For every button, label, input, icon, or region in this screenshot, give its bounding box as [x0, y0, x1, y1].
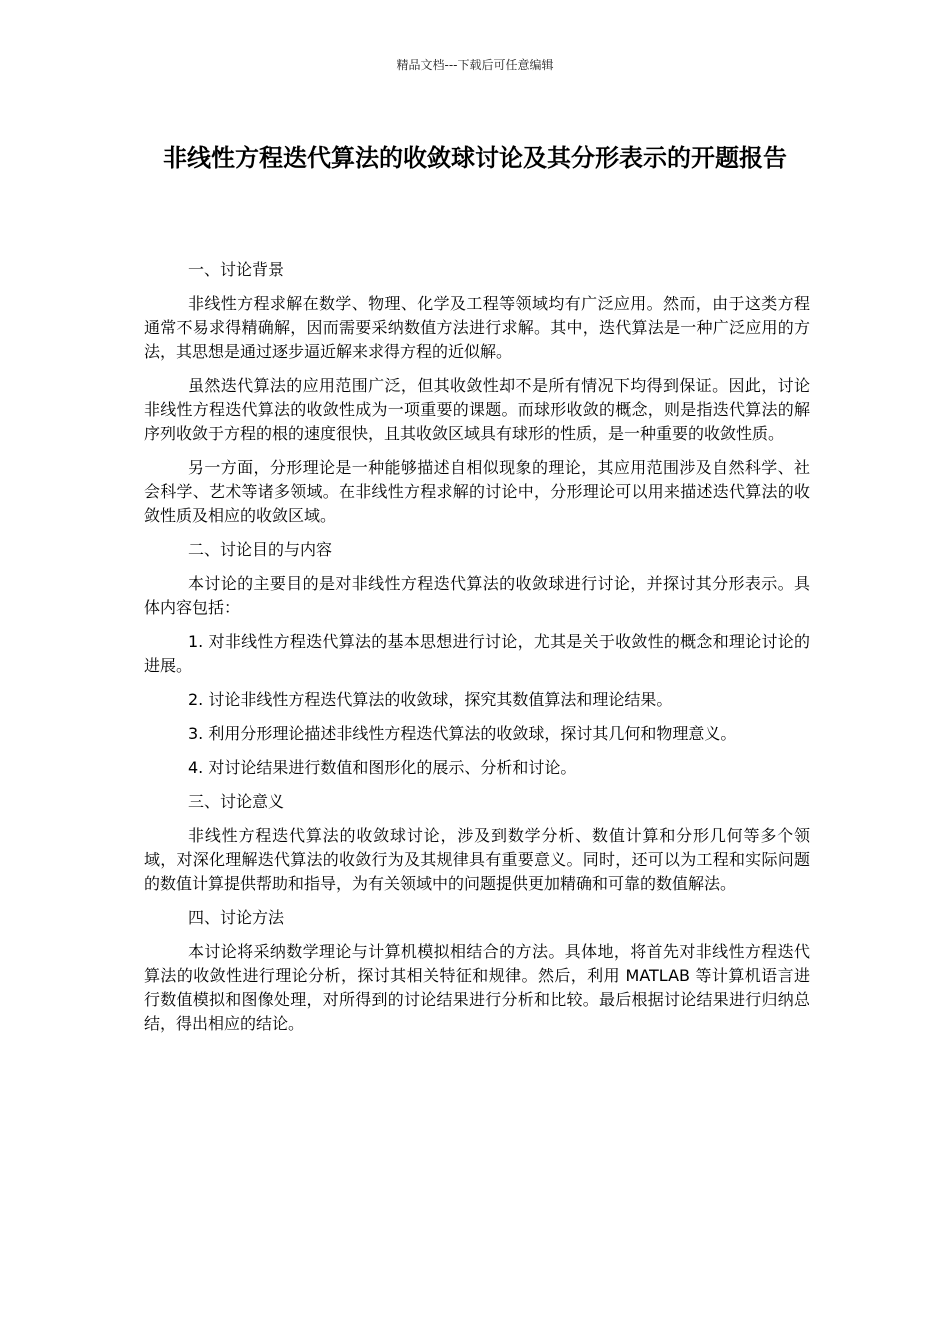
- document-title: 非线性方程迭代算法的收敛球讨论及其分形表示的开题报告: [163, 144, 787, 172]
- list-item: 1. 对非线性方程迭代算法的基本思想进行讨论，尤其是关于收敛性的概念和理论讨论的进展。: [144, 632, 810, 675]
- section-heading-significance: 三、讨论意义: [188, 792, 285, 811]
- list-item: 3. 利用分形理论描述非线性方程迭代算法的收敛球，探讨其几何和物理意义。: [188, 724, 737, 743]
- section-heading-background: 一、讨论背景: [188, 260, 285, 279]
- section-heading-purpose: 二、讨论目的与内容: [188, 540, 333, 559]
- paragraph: 非线性方程迭代算法的收敛球讨论，涉及到数学分析、数值计算和分形几何等多个领域，对深化理解迭代算法的收敛行为及其规律具有重要意义。同时，还可以为工程和实际问题的数值计算提供帮助和指导，为有关领域中的问题提供更加精确和可靠的数值解法。: [144, 826, 810, 893]
- paragraph: 另一方面，分形理论是一种能够描述自相似现象的理论，其应用范围涉及自然科学、社会科学、艺术等诸多领域。在非线性方程求解的讨论中，分形理论可以用来描述迭代算法的收敛性质及相应的收敛区域。: [144, 458, 810, 525]
- paragraph: 非线性方程求解在数学、物理、化学及工程等领域均有广泛应用。然而，由于这类方程通常不易求得精确解，因而需要采纳数值方法进行求解。其中，迭代算法是一种广泛应用的方法，其思想是通过逐步逼近解来求得方程的近似解。: [144, 294, 810, 361]
- paragraph: 本讨论的主要目的是对非线性方程迭代算法的收敛球进行讨论，并探讨其分形表示。具体内容包括：: [144, 574, 810, 617]
- document-body: [144, 258, 810, 1046]
- paragraph: 本讨论将采纳数学理论与计算机模拟相结合的方法。具体地，将首先对非线性方程迭代算法的收敛性进行理论分析，探讨其相关特征和规律。然后，利用 MATLAB 等计算机语言进行数值模拟和图像处理，对所得到的讨论结果进行分析和比较。最后根据讨论结果进行归纳总结，得出相应的结论。: [144, 942, 810, 1033]
- header-note: 精品文档---下载后可任意编辑: [396, 58, 554, 72]
- list-item: 2. 讨论非线性方程迭代算法的收敛球，探究其数值算法和理论结果。: [188, 690, 673, 709]
- paragraph: 虽然迭代算法的应用范围广泛，但其收敛性却不是所有情况下均得到保证。因此，讨论非线性方程迭代算法的收敛性成为一项重要的课题。而球形收敛的概念，则是指迭代算法的解序列收敛于方程的根的速度很快，且其收敛区域具有球形的性质，是一种重要的收敛性质。: [144, 376, 810, 443]
- section-heading-method: 四、讨论方法: [188, 908, 285, 927]
- list-item: 4. 对讨论结果进行数值和图形化的展示、分析和讨论。: [188, 758, 577, 777]
